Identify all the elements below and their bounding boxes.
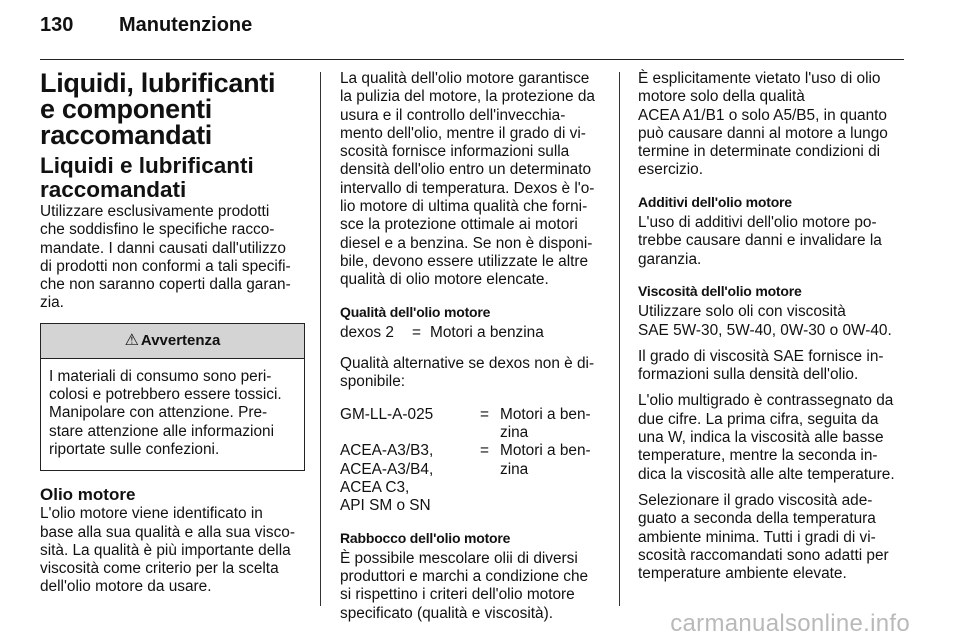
text-line: scosità fornisce informazioni sulla	[340, 143, 570, 161]
text-line: Qualità alternative se dexos non è di-	[340, 355, 595, 373]
text-line: di prodotti non conformi a tali specifi-	[40, 257, 291, 275]
text-line: guato a seconda della temperatura	[638, 510, 876, 528]
column-3	[638, 70, 910, 583]
text-line: densità dell'olio entro un determinato	[340, 161, 592, 179]
alt-row	[340, 406, 608, 443]
text-line: zina	[500, 424, 529, 442]
title-line: raccomandati	[40, 120, 212, 150]
spec-desc: Motori a benzina	[430, 323, 544, 341]
text-line: La qualità dell'olio motore garantisce	[340, 70, 590, 87]
text-line: Motori a ben-	[500, 405, 591, 423]
text-line: colosi e potrebbero essere tossici.	[49, 386, 282, 404]
text-line: temperature ambiente elevate.	[638, 565, 847, 583]
text-line: Motori a ben-	[500, 442, 591, 460]
subtitle-line: Liquidi e lubrificanti	[40, 153, 254, 178]
spec-equals: =	[480, 405, 489, 423]
spec-desc	[500, 406, 608, 443]
text-line: ACEA-A3/B4,	[340, 460, 434, 478]
quality-paragraph	[340, 70, 608, 290]
viscosity-heading: Viscosità dell'olio motore	[638, 282, 802, 299]
intro-paragraph	[40, 203, 305, 313]
text-line: si rispettino i criteri dell'olio motore	[340, 586, 575, 604]
text-line: formazioni sulla densità dell'olio.	[638, 366, 859, 384]
column-2	[340, 70, 608, 623]
dexos-row	[340, 324, 608, 342]
text-line: produttori e marchi a condizione che	[340, 568, 589, 586]
text-line: base alla sua qualità e alla sua visco-	[40, 523, 295, 541]
text-line: L'uso di additivi dell'olio motore po-	[638, 214, 877, 232]
text-line: È possibile mescolare olii di diversi	[340, 549, 578, 567]
additives-heading: Additivi dell'olio motore	[638, 193, 792, 210]
title-line: Liquidi, lubrificanti	[40, 68, 276, 98]
column-divider-2	[619, 72, 620, 606]
prohibit-paragraph	[638, 70, 910, 180]
text-line: qualità di olio motore elencate.	[340, 271, 549, 289]
text-line: scosità raccomandati sono adatti per	[638, 546, 889, 564]
warning-body	[41, 359, 304, 470]
text-line: zia.	[40, 294, 64, 312]
multigrade-paragraph	[638, 392, 910, 483]
alt-row	[340, 442, 608, 515]
text-line: può causare danni al motore a lungo	[638, 124, 888, 142]
text-line: motore solo della qualità	[638, 88, 805, 106]
text-line: bile, devono essere utilizzate le altre	[340, 252, 589, 270]
spec-name: dexos 2	[340, 323, 394, 341]
text-line: usura e il controllo dell'invecchia-	[340, 106, 566, 124]
title-line: e componenti	[40, 94, 212, 124]
text-line: Manipolare con attenzione. Pre-	[49, 404, 268, 422]
text-line: GM-LL-A-025	[340, 405, 434, 423]
text-line: garanzia.	[638, 250, 702, 268]
watermark: carmanualsonline.info	[670, 610, 910, 637]
oil-paragraph	[40, 505, 305, 596]
text-line: Il grado di viscosità SAE fornisce in-	[638, 347, 884, 365]
warning-triangle-icon: ⚠	[124, 331, 139, 349]
text-line: L'olio multigrado è contrassegnato da	[638, 392, 894, 410]
spec-name	[340, 406, 480, 443]
spec-desc	[500, 442, 608, 515]
text-line: trebbe causare danni e invalidare la	[638, 232, 882, 250]
text-line: specificato (qualità e viscosità).	[340, 604, 553, 622]
text-line: mandate. I danni causati dall'utilizzo	[40, 239, 286, 257]
spec-equals: =	[480, 442, 489, 460]
text-line: stare attenzione alle informazioni	[49, 422, 274, 440]
text-line: una W, indica la viscosità alle basse	[638, 429, 884, 447]
alternatives-paragraph	[340, 355, 608, 392]
select-paragraph	[638, 492, 910, 583]
text-line: diesel e a benzina. Se non è disponi-	[340, 234, 593, 252]
text-line: riportate sulle confezioni.	[49, 440, 220, 458]
text-line: dell'olio motore da usare.	[40, 578, 212, 596]
text-line: termine in determinate condizioni di	[638, 143, 881, 161]
column-divider-1	[320, 72, 321, 606]
subtitle-line: raccomandati	[40, 176, 187, 202]
subtitle	[40, 154, 305, 201]
sae-paragraph	[638, 348, 910, 385]
text-line: zina	[500, 460, 529, 478]
additives-paragraph	[638, 214, 910, 269]
text-line: API SM o SN	[340, 497, 431, 515]
text-line: I materiali di consumo sono peri-	[49, 367, 272, 385]
spec-equals: =	[412, 323, 421, 341]
text-line: dica la viscosità alle alte temperature.	[638, 465, 895, 483]
page-number: 130	[40, 14, 74, 36]
section-title: Manutenzione	[118, 14, 253, 36]
text-line: esercizio.	[638, 161, 704, 179]
text-line: ACEA A1/B1 o solo A5/B5, in quanto	[638, 106, 887, 124]
topup-paragraph	[340, 550, 608, 623]
spec-name	[340, 442, 480, 515]
text-line: ambiente minima. Tutti i gradi di vi-	[638, 528, 876, 546]
text-line: sponibile:	[340, 373, 406, 391]
text-line: ACEA C3,	[340, 478, 410, 496]
oil-heading: Olio motore	[40, 485, 136, 505]
column-1	[40, 70, 305, 597]
quality-heading: Qualità dell'olio motore	[340, 303, 491, 320]
text-line: SAE 5W-30, 5W-40, 0W-30 o 0W-40.	[638, 321, 892, 339]
warning-header	[41, 324, 304, 359]
page-header	[40, 14, 252, 37]
text-line: È esplicitamente vietato l'uso di olio	[638, 70, 881, 87]
text-line: ACEA-A3/B3,	[340, 442, 434, 460]
text-line: che non saranno coperti dalla garan-	[40, 276, 291, 294]
text-line: che soddisfino le specifiche racco-	[40, 221, 275, 239]
text-line: due cifre. La prima cifra, seguita da	[638, 410, 879, 428]
text-line: temperature, mentre la seconda in-	[638, 447, 878, 465]
text-line: la pulizia del motore, la protezione da	[340, 88, 595, 106]
text-line: Utilizzare esclusivamente prodotti	[40, 203, 270, 220]
text-line: Selezionare il grado viscosità ade-	[638, 491, 873, 509]
viscosity-paragraph	[638, 303, 910, 340]
text-line: viscosità come criterio per la scelta	[40, 560, 279, 578]
text-line: sità. La qualità è più importante della	[40, 541, 291, 559]
text-line: Utilizzare solo oli con viscosità	[638, 303, 846, 321]
text-line: mento dell'olio, mentre il grado di vi-	[340, 124, 586, 142]
warning-box	[40, 323, 305, 471]
topup-heading: Rabbocco dell'olio motore	[340, 529, 511, 546]
warning-title: Avvertenza	[140, 331, 221, 349]
text-line: sce la protezione ottimale ai motori	[340, 216, 578, 234]
text-line: L'olio motore viene identificato in	[40, 505, 263, 523]
text-line: lio motore di ultima qualità che forni-	[340, 198, 588, 216]
header-rule	[40, 59, 904, 60]
main-title	[40, 70, 305, 148]
text-line: intervallo di temperatura. Dexos è l'o-	[340, 179, 595, 197]
